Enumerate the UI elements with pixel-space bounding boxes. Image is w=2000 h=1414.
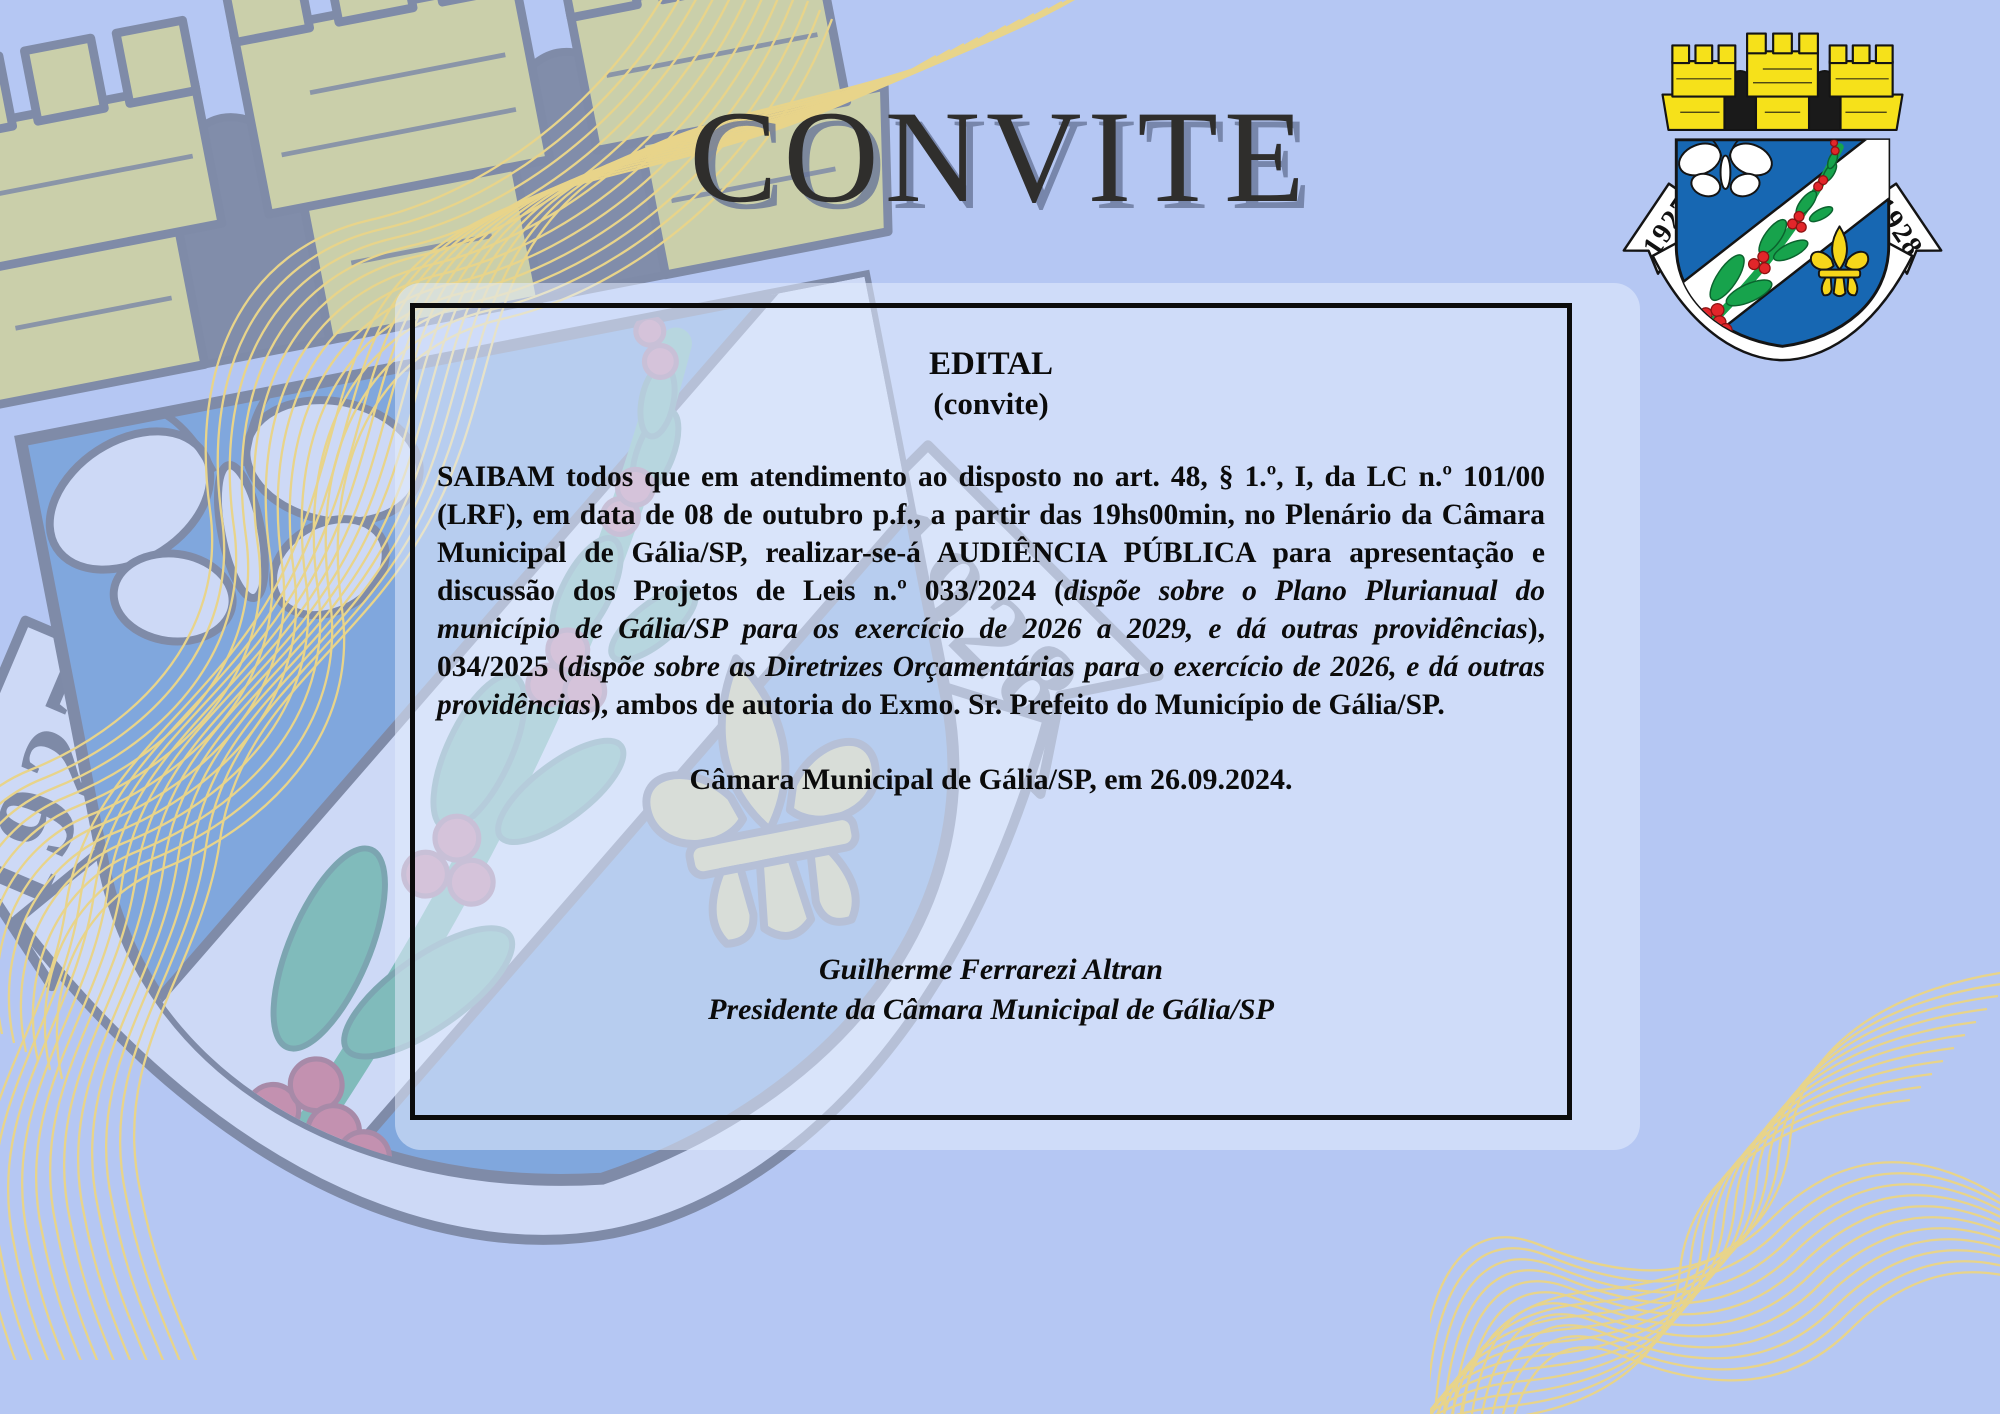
notice-paragraph [437, 458, 1545, 724]
date-line: Câmara Municipal de Gália/SP, em 26.09.2024. [689, 763, 1293, 796]
page-title: CONVITE [689, 83, 1311, 230]
paragraph-run: SAIBAM todos que em atendimento ao disposto no art. 48, § 1.º, I, da LC n.º 101/00 (LRF), em data de 08 de outubro p.f., a partir das 19hs00min, no Plenário da Câmara Municipal de Gália/SP, realizar-se-á AUDIÊNCIA PÚBLICA para apresentação e discussão dos Projetos de Leis n.º 033/2024 ( [437, 461, 1545, 607]
paragraph-run: dispõe sobre as Diretrizes Orçamentárias para o exercício de 2026, e dá outras providências [437, 651, 1545, 721]
notice-box [410, 303, 1572, 1120]
paragraph-run: dispõe sobre o Plano Plurianual do município de Gália/SP para os exercício de 2026 a 2029, e dá outras providências [437, 575, 1545, 645]
paragraph-run: ), ambos de autoria do Exmo. Sr. Prefeito do Município de Gália/SP. [591, 689, 1445, 721]
galia-coat-of-arms [1615, 10, 1950, 366]
signature-block [437, 950, 1545, 1030]
signature-name: Guilherme Ferrarezi Altran [819, 953, 1163, 986]
signature-title: Presidente da Câmara Municipal de Gália/SP [708, 993, 1274, 1026]
notice-heading: EDITAL [928, 346, 1054, 382]
notice-subheading: (convite) [933, 386, 1049, 421]
paragraph-run: ), 034/2025 ( [437, 613, 1545, 683]
